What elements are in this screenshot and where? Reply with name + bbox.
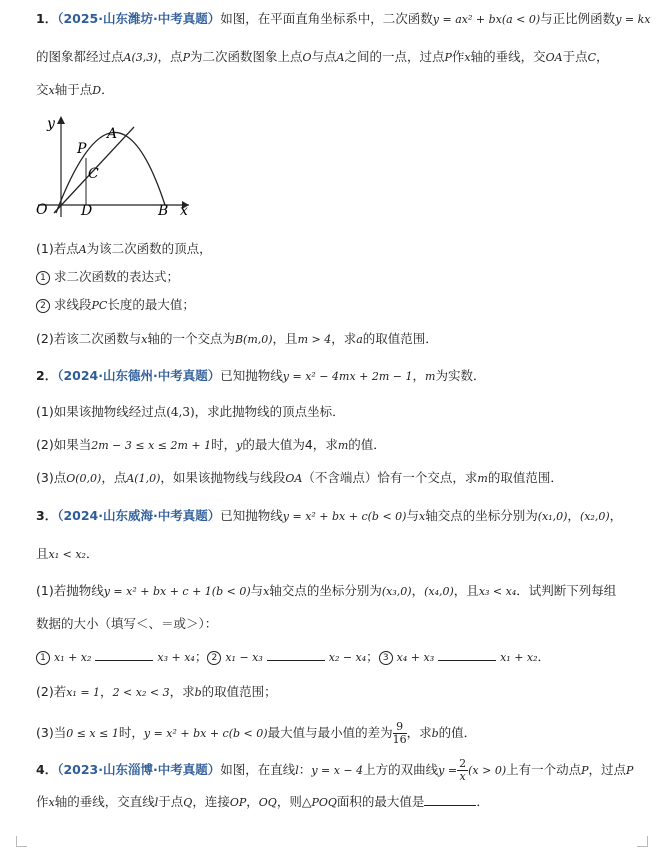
q3-text: (1)若抛物线 [36, 583, 104, 598]
label-c: C [88, 166, 99, 182]
q3-text: 的取值范围； [201, 684, 277, 699]
q2-point-a: A(1,0) [126, 472, 161, 485]
q2-text: ，点 [101, 470, 127, 485]
q1-text: 的图象都经过点 [36, 49, 124, 64]
q2-text: ， [412, 368, 426, 383]
q1-text: 作 [451, 49, 465, 64]
q4-text: 上方的双曲线 [363, 762, 439, 777]
q1-text: 轴的垂线，交 [470, 49, 546, 64]
page-corner-mark-left [16, 836, 27, 847]
q2-text: ，求此抛物线的顶点坐标． [194, 404, 345, 419]
q1-text: 轴于点 [54, 82, 93, 97]
label-x: x [180, 203, 188, 219]
q4-text: ， [246, 794, 259, 809]
q1-text: ，求 [331, 331, 357, 346]
q2-part1 [36, 403, 646, 421]
q1-text: 与点 [311, 49, 337, 64]
q3-expr: x₁ − x₃ [225, 651, 263, 664]
q2-source: （2024·山东德州·中考真题） [57, 368, 221, 383]
q2-var: m [477, 472, 488, 485]
q4-var: l [295, 764, 299, 777]
q3-range: 2 < x₂ < 3 [112, 686, 170, 699]
label-d: D [81, 203, 93, 219]
q1-sub1 [36, 268, 646, 286]
q4-line-formula: y = x − 4 [311, 764, 364, 777]
circled-2: 2 [36, 299, 50, 313]
q3-formula3: y = x² + bx + c(b < 0) [143, 727, 268, 740]
q3-root1: (x₁,0) [537, 510, 568, 523]
q1-text: 之间的一点，过点 [344, 49, 445, 64]
q3-part3 [36, 719, 646, 748]
q2-text: 的最大值为4，求 [242, 437, 338, 452]
q2-text: (3)点 [36, 470, 67, 485]
q3-text: 时， [118, 725, 144, 740]
q3-var: x [263, 585, 270, 598]
q2-range: 2m − 3 ≤ x ≤ 2m + 1 [91, 439, 212, 452]
q2-var: m [425, 370, 436, 383]
label-b: B [158, 203, 169, 219]
q3-source: （2024·山东威海·中考真题） [57, 508, 221, 523]
q1-text: ， [596, 49, 609, 64]
q3-text: ． [85, 546, 99, 561]
q2-text: 时， [211, 437, 237, 452]
q3-condition: x₁ = 1 [66, 686, 101, 699]
q2-point: (4,3) [166, 405, 195, 419]
q1-var: OA [545, 51, 563, 64]
q3-text: ，且 [453, 583, 479, 598]
q4-text: ，则△ [276, 794, 312, 809]
q2-text: 为实数． [435, 368, 486, 383]
q3-text: 的值． [438, 725, 477, 740]
q1-line1 [36, 10, 651, 29]
q3-text: 与 [250, 583, 264, 598]
q1-var: x [141, 333, 148, 346]
y-axis-arrow [57, 116, 65, 124]
q1-text: 为二次函数图象上点 [189, 49, 303, 64]
parabola-curve [56, 132, 165, 213]
fraction-9-16 [393, 721, 407, 746]
q4-text: ，过点 [588, 762, 627, 777]
label-a: A [107, 126, 118, 142]
q1-text: 求二次函数的表达式； [53, 269, 179, 284]
q1-text: 的取值范围． [362, 331, 438, 346]
page-corner-mark-right [637, 836, 648, 847]
q1-text: 为该二次函数的顶点， [86, 241, 212, 256]
q3-line1 [36, 507, 646, 526]
q4-condition: (x > 0) [468, 764, 507, 777]
q4-number: 4． [36, 762, 58, 777]
q4-var: OQ [258, 796, 277, 809]
q2-text: 的取值范围． [487, 470, 563, 485]
q3-text: 最大值与最小值的差为 [267, 725, 393, 740]
q3-text: 与 [406, 508, 419, 523]
q1-var: A [78, 243, 87, 256]
q4-var: Q [183, 796, 193, 809]
q1-number: 1． [36, 11, 58, 26]
q3-text: ， [100, 684, 113, 699]
circled-1: 1 [36, 651, 50, 665]
q2-part3 [36, 469, 646, 488]
q3-text: ，求 [169, 684, 195, 699]
q3-root3: (x₃,0) [381, 585, 412, 598]
q1-var: a [356, 333, 363, 346]
q3-text: ， [609, 508, 623, 523]
q4-text: ． [476, 794, 489, 809]
q1-text: (2)若该二次函数与 [36, 331, 142, 346]
q1-point-a: A(3,3) [123, 51, 158, 64]
q3-formula: y = x² + bx + c(b < 0) [282, 510, 407, 523]
q3-expr: x₂ − x₄ [328, 651, 367, 664]
q1-text: 与正比例函数 [540, 11, 616, 26]
q4-formula: y = [438, 764, 458, 777]
q1-var: P [182, 51, 190, 64]
q3-number: 3． [36, 508, 58, 523]
q3-var: b [194, 686, 202, 699]
q4-var: P [581, 764, 589, 777]
q1-var: A [336, 51, 345, 64]
q1-text: ，点 [157, 49, 183, 64]
q3-text: 轴交点的坐标分别为 [269, 583, 382, 598]
q1-text: 长度的最大值； [107, 297, 195, 312]
q4-source: （2023·山东淄博·中考真题） [57, 762, 221, 777]
q3-text: 且 [36, 546, 49, 561]
q2-formula: y = x² − 4mx + 2m − 1 [282, 370, 413, 383]
fraction-denominator: 16 [392, 733, 407, 746]
q4-text: 上有一个动点 [506, 762, 582, 777]
fraction-numerator: 2 [459, 757, 467, 770]
q3-text: (2)若 [36, 684, 67, 699]
q1-text: (1)若点 [36, 241, 79, 256]
q4-text: 于点 [158, 794, 184, 809]
q4-text: ： [298, 762, 312, 777]
q3-expr: x₃ + x₄ [157, 651, 195, 664]
q3-text: ， [411, 583, 425, 598]
q3-part1 [36, 582, 646, 601]
q2-text: 的值． [348, 437, 386, 452]
q1-line2 [36, 48, 646, 67]
q1-linear-formula: y = kx [615, 13, 651, 26]
q2-var: y [236, 439, 243, 452]
q2-point-o: O(0,0) [66, 472, 102, 485]
label-p: P [77, 141, 87, 157]
q1-part1 [36, 240, 646, 259]
q1-point-b: B(m,0) [234, 333, 273, 346]
q1-var: x [48, 84, 55, 97]
q3-range: 0 ≤ x ≤ 1 [66, 727, 119, 740]
q4-line1 [36, 756, 646, 785]
q4-var: x [48, 796, 55, 809]
q4-var: l [154, 796, 159, 809]
q3-condition: x₁ < x₂ [48, 548, 86, 561]
circled-3: 3 [379, 651, 393, 665]
q2-text: ，如果该抛物线与线段 [160, 470, 286, 485]
q2-text: (2)如果当 [36, 437, 92, 452]
q3-line2 [36, 545, 646, 564]
q2-var: m [337, 439, 349, 452]
q3-text: 数据的大小（填写＜、＝或＞）： [36, 616, 218, 631]
q1-var: D [92, 84, 102, 97]
q1-var: O [302, 51, 312, 64]
q1-text: 轴的一个交点为 [147, 331, 235, 346]
q4-var: OP [229, 796, 247, 809]
q1-source: （2025·山东潍坊·中考真题） [57, 11, 221, 26]
q3-var: x [418, 510, 426, 523]
q1-text: 如图，在平面直角坐标系中，二次函数 [220, 11, 433, 26]
answer-blank-1[interactable] [95, 648, 153, 661]
q3-root2: (x₂,0) [579, 510, 610, 523]
fraction-2-over-x [457, 758, 468, 783]
q1-condition: m > 4 [297, 333, 332, 346]
q3-condition2: x₃ < x₄ [478, 585, 517, 598]
q1-text: 交 [36, 82, 49, 97]
q2-var: OA [285, 472, 303, 485]
q2-text: 已知抛物线 [220, 368, 283, 383]
answer-blank-4[interactable] [424, 793, 476, 806]
q3-expr: x₁ + x₂ [53, 651, 92, 664]
answer-blank-3[interactable] [438, 648, 496, 661]
q1-part2 [36, 330, 646, 349]
q3-text: ； [194, 649, 208, 664]
q4-var: P [626, 764, 634, 777]
q2-part2 [36, 436, 646, 455]
q4-text: ，连接 [192, 794, 230, 809]
q1-var: x [464, 51, 471, 64]
q4-text: 面积的最大值是 [336, 794, 425, 809]
q3-text: ； [366, 649, 379, 664]
q4-text: 作 [36, 794, 49, 809]
q4-text: 如图，在直线 [220, 762, 296, 777]
circled-1: 1 [36, 271, 50, 285]
q3-text: ．试判断下列每组 [516, 583, 617, 598]
q1-var: P [444, 51, 452, 64]
q3-expr: x₁ + x₂ [500, 651, 538, 664]
q3-text: (3)当 [36, 725, 67, 740]
answer-blank-2[interactable] [267, 648, 325, 661]
q2-text: (1)如果该抛物线经过点 [36, 404, 167, 419]
q3-part2 [36, 683, 646, 702]
fraction-numerator: 9 [393, 721, 407, 734]
q3-comparisons [36, 648, 646, 667]
q4-var: POQ [311, 796, 337, 809]
q3-text: ． [537, 649, 551, 664]
q1-text: 求线段 [53, 297, 92, 312]
fraction-denominator: x [459, 770, 466, 783]
q1-var: C [587, 51, 597, 64]
q3-text: 轴交点的坐标分别为 [425, 508, 538, 523]
circled-2: 2 [207, 651, 221, 665]
q3-expr: x₄ + x₃ [396, 651, 435, 664]
q4-text: 轴的垂线，交直线 [54, 794, 155, 809]
q3-formula2: y = x² + bx + c + 1(b < 0) [103, 585, 251, 598]
q1-quadratic-formula: y = ax² + bx(a < 0) [432, 13, 541, 26]
q3-text: ，求 [406, 725, 432, 740]
q3-var: b [431, 727, 439, 740]
q2-line1 [36, 367, 646, 386]
q3-text: 已知抛物线 [220, 508, 283, 523]
q4-line2 [36, 793, 646, 812]
q3-root4: (x₄,0) [424, 585, 454, 598]
q1-text: 于点 [562, 49, 588, 64]
q2-text: （不含端点）恰有一个交点，求 [302, 470, 478, 485]
label-y: y [47, 116, 55, 132]
q1-var: PC [91, 299, 108, 312]
q1-line3 [36, 81, 646, 100]
q2-number: 2． [36, 368, 58, 383]
q1-graph [34, 112, 194, 222]
q3-text: ， [567, 508, 580, 523]
q1-text: ，且 [272, 331, 298, 346]
q3-part1-line2 [36, 615, 646, 633]
q1-sub2 [36, 296, 646, 315]
label-o: O [36, 202, 48, 218]
q1-text: ． [101, 82, 114, 97]
